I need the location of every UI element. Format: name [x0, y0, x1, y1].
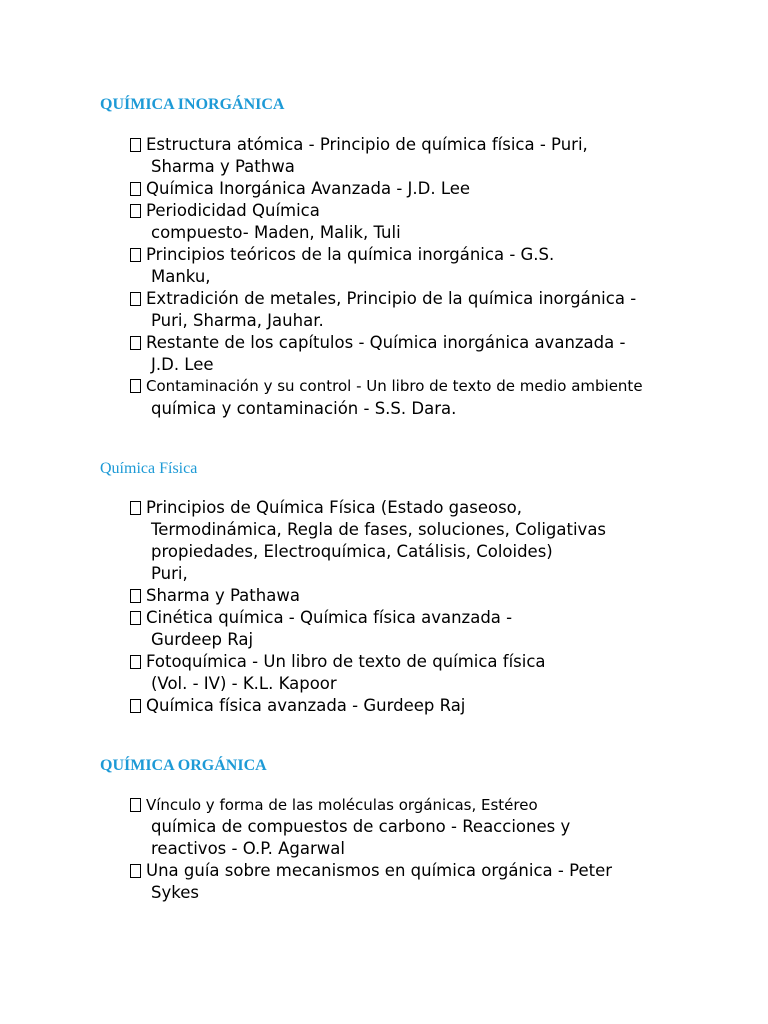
list-item: [130, 288, 730, 332]
list-item-continuation: Termodinámica, Regla de fases, soluciones, Coligativas: [151, 520, 607, 539]
list-item-text: Estructura atómica - Principio de química física - Puri,: [146, 135, 588, 154]
list-item: [130, 134, 730, 178]
list-item-continuation: (Vol. - IV) - K.L. Kapoor: [151, 674, 337, 693]
list-item-continuation: Manku,: [151, 267, 211, 286]
missing-glyph-bullet-icon: [130, 204, 141, 218]
list-item: [130, 585, 730, 607]
list-item-continuation: J.D. Lee: [151, 355, 214, 374]
list-item-continuation: Puri, Sharma, Jauhar.: [151, 311, 324, 330]
section-title-fisica: Química Física: [100, 460, 198, 477]
list-item-continuation: compuesto- Maden, Malik, Tuli: [151, 223, 401, 242]
list-item-text: Contaminación y su control - Un libro de texto de medio ambiente: [146, 377, 643, 395]
missing-glyph-bullet-icon: [130, 655, 141, 669]
missing-glyph-bullet-icon: [130, 699, 141, 713]
missing-glyph-bullet-icon: [130, 182, 141, 196]
list-item: [130, 244, 730, 288]
list-item: [130, 200, 730, 244]
list-item-continuation: propiedades, Electroquímica, Catálisis, Coloides): [151, 542, 553, 561]
missing-glyph-bullet-icon: [130, 589, 141, 603]
list-item-continuation: química de compuestos de carbono - Reacciones y: [151, 817, 571, 836]
list-item: [130, 332, 730, 376]
list-item-continuation: Puri,: [151, 564, 188, 583]
list-item: [130, 607, 730, 651]
missing-glyph-bullet-icon: [130, 336, 141, 350]
list-item-text: Principios de Química Física (Estado gaseoso,: [146, 498, 523, 517]
section-title-organica: QUÍMICA ORGÁNICA: [100, 757, 267, 774]
list-item-text: Principios teóricos de la química inorgánica - G.S.: [146, 245, 555, 264]
list-item-text: Fotoquímica - Un libro de texto de química física: [146, 652, 546, 671]
missing-glyph-bullet-icon: [130, 501, 141, 515]
list-item-continuation: Gurdeep Raj: [151, 630, 254, 649]
list-item-text: Extradición de metales, Principio de la química inorgánica -: [146, 289, 637, 308]
missing-glyph-bullet-icon: [130, 798, 141, 812]
list-item-text: Cinética química - Química física avanzada -: [146, 608, 513, 627]
list-item: [130, 695, 730, 717]
list-item-text: Periodicidad Química: [146, 201, 320, 220]
missing-glyph-bullet-icon: [130, 611, 141, 625]
missing-glyph-bullet-icon: [130, 864, 141, 878]
list-item: [130, 375, 730, 420]
list-item-text: Vínculo y forma de las moléculas orgánicas, Estéreo: [146, 796, 538, 814]
list-item-text: Una guía sobre mecanismos en química orgánica - Peter: [146, 861, 613, 880]
list-item-continuation: química y contaminación - S.S. Dara.: [151, 399, 457, 418]
missing-glyph-bullet-icon: [130, 379, 141, 393]
list-item: [130, 497, 730, 585]
list-item-continuation: Sharma y Pathwa: [151, 157, 295, 176]
list-item-text: Sharma y Pathawa: [146, 586, 300, 605]
missing-glyph-bullet-icon: [130, 292, 141, 306]
list-item-continuation: Sykes: [151, 883, 199, 902]
list-item: [130, 860, 730, 904]
section-title-inorganica: QUÍMICA INORGÁNICA: [100, 96, 285, 113]
list-item-text: Química física avanzada - Gurdeep Raj: [146, 696, 466, 715]
list-item-text: Química Inorgánica Avanzada - J.D. Lee: [146, 179, 471, 198]
list-item-text: Restante de los capítulos - Química inorgánica avanzada -: [146, 333, 626, 352]
list-item-continuation: reactivos - O.P. Agarwal: [151, 839, 345, 858]
missing-glyph-bullet-icon: [130, 248, 141, 262]
list-item: [130, 178, 730, 200]
list-item: [130, 794, 730, 860]
list-item: [130, 651, 730, 695]
missing-glyph-bullet-icon: [130, 138, 141, 152]
